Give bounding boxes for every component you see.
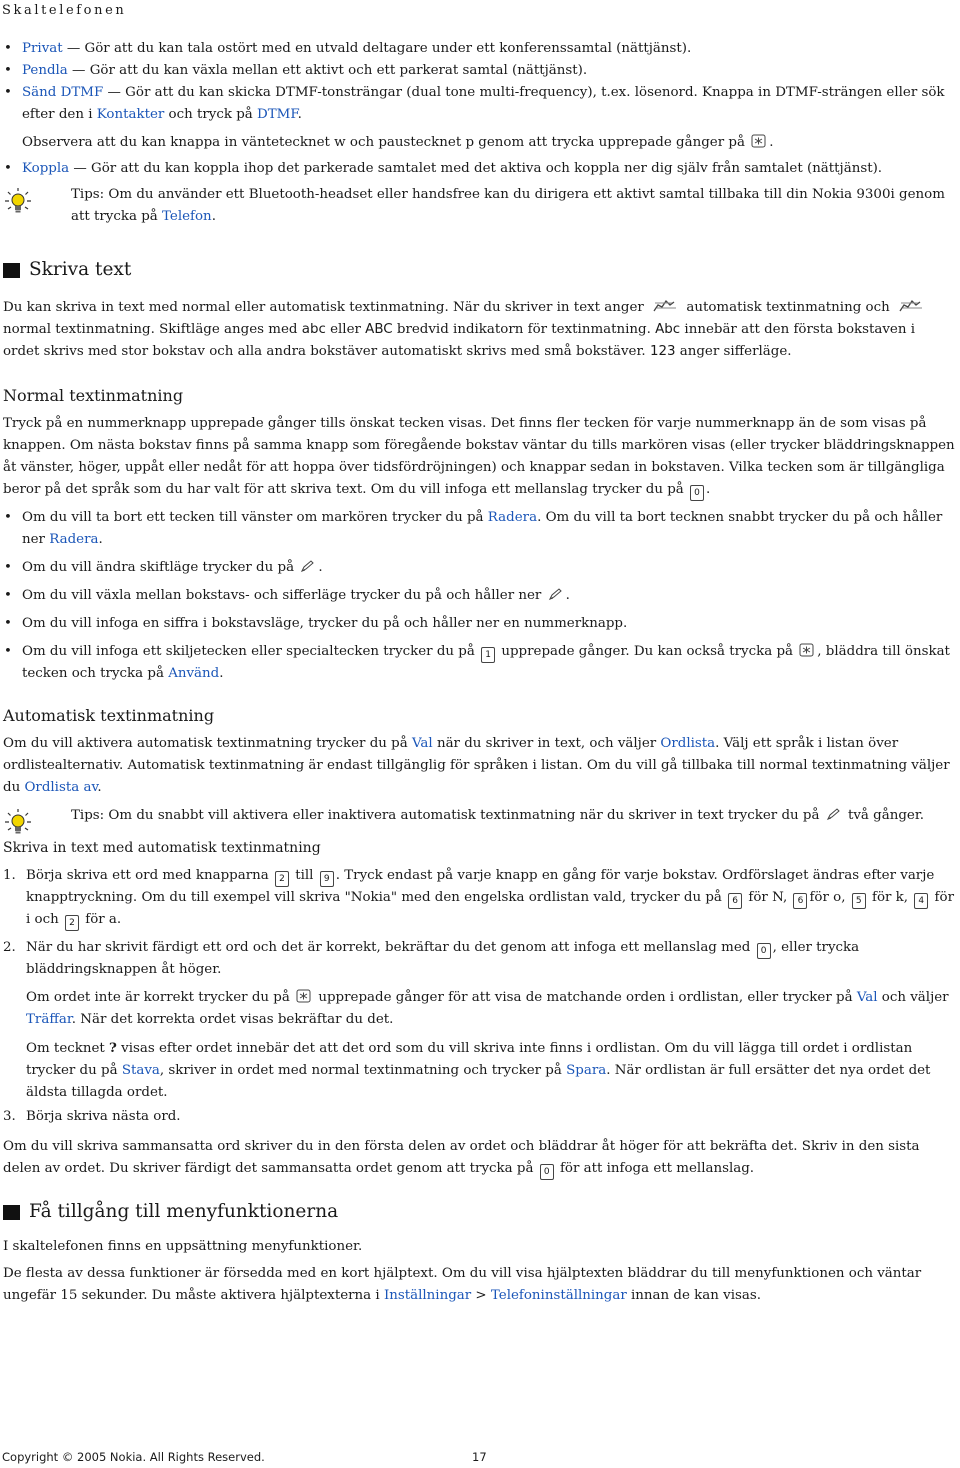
normal-indicator-icon — [898, 299, 924, 313]
item-text: — Gör att du kan skicka DTMF-tonsträngar (dual tone multi-frequency), t.ex. lösenord. Knappa in DTMF-strängen eller sök efter den i — [22, 85, 945, 122]
val-link[interactable]: Val — [411, 736, 433, 751]
edit-key-icon — [826, 807, 842, 821]
step-text: . Tryck endast på varje knapp en gång för varje bokstav. Ordförslaget ändras efter varje knapptryckning. Om du till exempel vill skriva "Nokia" med den engelska ordlistan vald, trycker du på — [26, 868, 935, 905]
item-text: . — [318, 560, 323, 575]
tip-text: två gånger. — [843, 808, 925, 823]
key-6-icon: 6 — [728, 893, 742, 909]
item-text: , bläddra till önskat tecken och trycka på — [22, 644, 950, 681]
compound-paragraph — [3, 1136, 955, 1180]
stava-link[interactable]: Stava — [121, 1063, 160, 1078]
item-text: — Gör att du kan tala ostört med en utvald deltagare under ett konferenssamtal (nättjänst). — [62, 41, 692, 56]
step-paragraph — [26, 987, 955, 1031]
list-item — [3, 507, 955, 551]
case-upper: ABC — [365, 322, 393, 337]
para-text: anger sifferläge. — [675, 344, 792, 359]
traffar-link[interactable]: Träffar — [26, 1012, 72, 1027]
key-0-icon: 0 — [540, 1164, 554, 1180]
step-text: Om tecknet — [26, 1041, 110, 1056]
para-text: automatisk textinmatning och — [682, 300, 894, 315]
item-text: — Gör att du kan koppla ihop det parkerade samtalet med det aktiva och koppla ner dig själv från samtalet (nättjänst). — [69, 161, 883, 176]
key-9-icon: 9 — [320, 871, 334, 887]
para-text: . Välj ett språk i listan över ordlistealternativ. Automatisk textinmatning är endast tillgänglig för språken i listan. Om du vill gå tillbaka till normal textinmatning väljer du — [3, 736, 950, 795]
item-text: . — [297, 107, 302, 122]
section-title-skriva-text: Skriva text — [3, 258, 955, 282]
item-text: och tryck på — [164, 107, 258, 122]
para-text: innebär att den första bokstaven i ordet skrivs med stor bokstav och alla andra bokstäver automatiskt skrivs med små bokstäver. — [3, 322, 916, 359]
step-text: , eller trycka bläddringsknappen åt höger. — [26, 940, 860, 977]
tip-box — [3, 805, 955, 827]
key-0-icon: 0 — [690, 485, 704, 501]
key-6-icon: 6 — [793, 893, 807, 909]
list-item — [3, 82, 955, 126]
list-item — [3, 60, 955, 82]
koppla-link[interactable]: Koppla — [22, 161, 70, 176]
subsection-title-normal: Normal textinmatning — [3, 386, 184, 405]
para-text: för att infoga ett mellanslag. — [555, 1161, 755, 1176]
page-footer — [2, 1446, 487, 1468]
call-options-list — [3, 38, 955, 126]
para-text: Om du vill skriva sammansatta ord skriver du in den första delen av ordet och bläddrar åt höger för att bekräfta det. Skriv in den sista delen av ordet. Du skriver färdigt det sammansatta ordet genom att trycka på — [3, 1139, 920, 1176]
item-text: . — [219, 666, 224, 681]
case-abc: abc — [301, 322, 326, 337]
key-4-icon: 4 — [914, 893, 928, 909]
para-text: eller — [325, 322, 366, 337]
lightbulb-icon — [3, 187, 31, 217]
steps-list — [3, 865, 955, 1128]
para-text: Tryck på en nummerknapp upprepade gånger tills önskat tecken visas. Det finns fler tecken för varje nummerknapp än de som visas på knappen. Om nästa bokstav finns på samma knapp som föregående bokstav väntar du tills markören visas (eller trycker bläddringsknappen åt vänster, höger, uppåt eller nedåt för att hoppa över tidsfördröjningen) och knappar sedan in bokstaven. Vilka tecken som är tillgängliga beror på det språk som du har valt för att skriva text. Om du vill infoga ett mellanslag trycker du på — [3, 416, 955, 497]
subsection-title-auto: Automatisk textinmatning — [3, 706, 215, 725]
lightbulb-icon — [3, 808, 31, 838]
copyright-text: Copyright © 2005 Nokia. All Rights Reserved. — [2, 1450, 265, 1464]
para-text: innan de kan visas. — [626, 1288, 761, 1303]
spara-link[interactable]: Spara — [566, 1063, 607, 1078]
dtmf-link[interactable]: DTMF — [257, 107, 298, 122]
key-5-icon: 5 — [852, 893, 866, 909]
list-item — [3, 38, 955, 60]
step-text: för o, — [809, 890, 850, 905]
step-item — [3, 865, 955, 931]
privat-link[interactable]: Privat — [22, 41, 63, 56]
para-text: Om du vill aktivera automatisk textinmatning trycker du på — [3, 736, 412, 751]
sand-dtmf-link[interactable]: Sänd DTMF — [22, 85, 104, 100]
koppla-list — [3, 158, 955, 180]
step-text: för N, — [744, 890, 792, 905]
radera-link[interactable]: Radera — [487, 510, 538, 525]
val-link[interactable]: Val — [856, 990, 878, 1005]
step-text: Börja skriva ett ord med knapparna — [26, 868, 273, 883]
auto-paragraph — [3, 733, 955, 799]
tip-box — [3, 184, 955, 228]
tip-text: Om du använder ett Bluetooth-headset eller handsfree kan du dirigera ett aktivt samtal tillbaka till din Nokia 9300i genom att trycka på — [71, 187, 945, 224]
page-number: 17 — [472, 1450, 487, 1464]
item-text: Om du vill växla mellan bokstavs- och sifferläge trycker du på och håller ner — [22, 588, 546, 603]
case-numeric: 123 — [649, 344, 676, 359]
tip-text: Om du snabbt vill aktivera eller inaktivera automatisk textinmatning när du skriver in text trycker du på — [104, 808, 824, 823]
step-text: . När ordlistan är full ersätter det nya ordet det äldsta tillagda ordet. — [26, 1063, 931, 1100]
step-text: för a. — [80, 912, 122, 927]
menu-paragraph-2 — [3, 1263, 955, 1307]
menu-paragraph-1: I skaltelefonen finns en uppsättning menyfunktioner. — [3, 1239, 363, 1254]
list-item — [3, 557, 955, 579]
telefoninstallningar-link[interactable]: Telefoninställningar — [490, 1288, 627, 1303]
step-number: 1. — [3, 868, 16, 883]
item-text: Om du vill infoga ett skiljetecken eller specialtecken trycker du på — [22, 644, 480, 659]
para-text: De flesta av dessa funktioner är försedda med en kort hjälptext. Om du vill visa hjälptexten bläddrar du till menyfunktionen och väntar ungefär 15 sekunder. Du måste aktivera hjälptexterna i — [3, 1266, 922, 1303]
step-text: till — [290, 868, 318, 883]
key-1-icon: 1 — [481, 647, 495, 663]
list-item — [3, 641, 955, 685]
step-text: upprepade gånger för att visa de matchande orden i ordlistan, eller trycker på — [314, 990, 857, 1005]
ordlista-link[interactable]: Ordlista — [660, 736, 716, 751]
pendla-link[interactable]: Pendla — [22, 63, 68, 78]
star-key-icon — [799, 643, 815, 657]
ordlista-av-link[interactable]: Ordlista av — [24, 780, 98, 795]
normal-tips-list — [3, 507, 955, 685]
star-key-icon — [296, 989, 312, 1003]
list-item — [3, 585, 955, 607]
question-mark: ? — [109, 1040, 117, 1056]
edit-key-icon — [548, 587, 564, 601]
anvand-link[interactable]: Använd — [168, 666, 220, 681]
key-0-icon: 0 — [757, 943, 771, 959]
kontakter-link[interactable]: Kontakter — [96, 107, 165, 122]
item-text: Om du vill ändra skiftläge trycker du på — [22, 560, 299, 575]
dtmf-note — [22, 132, 955, 154]
step-text: När du har skrivit färdigt ett ord och det är korrekt, bekräftar du det genom att infoga ett mellanslag med — [26, 940, 755, 955]
step-number: 3. — [3, 1109, 16, 1124]
note-text: Observera att du kan knappa in väntetecknet w och paustecknet p genom att trycka upprepade gånger på — [22, 135, 750, 150]
item-text: . — [98, 532, 103, 547]
step-item — [3, 1106, 955, 1128]
case-sentence: Abc — [655, 322, 681, 337]
item-text: Om du vill ta bort ett tecken till vänster om markören trycker du på — [22, 510, 488, 525]
step-paragraph — [26, 1037, 955, 1104]
step-item — [3, 937, 955, 1104]
installningar-link[interactable]: Inställningar — [383, 1288, 472, 1303]
tip-text: . — [211, 209, 216, 224]
item-text: upprepade gånger. Du kan också trycka på — [497, 644, 798, 659]
star-key-icon — [751, 134, 767, 148]
list-item — [3, 158, 955, 180]
key-2-icon: 2 — [275, 871, 289, 887]
step-number: 2. — [3, 940, 16, 955]
subsection-title-auto-write: Skriva in text med automatisk textinmatning — [3, 840, 321, 856]
item-text: . Om du vill ta bort tecknen snabbt trycker du på och håller ner — [22, 510, 943, 547]
tip-label: Tips: — [71, 187, 105, 202]
step-text: och väljer — [877, 990, 949, 1005]
step-text: för i och — [26, 890, 954, 927]
edit-key-icon — [300, 559, 316, 573]
para-text: när du skriver in text, och väljer — [432, 736, 661, 751]
para-text: normal textinmatning. Skiftläge anges med — [3, 322, 302, 337]
item-text: — Gör att du kan växla mellan ett aktivt och ett parkerat samtal (nättjänst). — [67, 63, 588, 78]
step-text: visas efter ordet innebär det att det ord som du vill skriva inte finns i ordlistan. Om du vill lägga till ordet i ordlistan trycker du på — [26, 1041, 913, 1078]
step-text: Om ordet inte är korrekt trycker du på — [26, 990, 295, 1005]
page-content — [3, 38, 955, 1307]
para-text: Du kan skriva in text med normal eller automatisk textinmatning. När du skriver in text anger — [3, 300, 649, 315]
radera-link[interactable]: Radera — [49, 532, 99, 547]
step-text: för k, — [867, 890, 913, 905]
item-text: . — [565, 588, 570, 603]
path-separator: > — [471, 1288, 491, 1303]
page-header: Skaltelefonen — [2, 3, 127, 18]
telefon-link[interactable]: Telefon — [162, 209, 212, 224]
note-text: . — [769, 135, 774, 150]
step-text: , skriver in ordet med normal textinmatning och trycker på — [159, 1063, 567, 1078]
para-text: . — [97, 780, 102, 795]
list-item: • Om du vill infoga en siffra i bokstavsläge, trycker du på och håller ner en nummerknapp. — [3, 613, 955, 635]
step-text: Börja skriva nästa ord. — [26, 1109, 181, 1124]
normal-paragraph — [3, 413, 955, 501]
text-entry-paragraph — [3, 297, 955, 363]
para-text: bredvid indikatorn för textinmatning. — [392, 322, 656, 337]
tip-label: Tips: — [71, 808, 105, 823]
step-text: . När det korrekta ordet visas bekräftar du det. — [71, 1012, 394, 1027]
key-2-icon: 2 — [65, 915, 79, 931]
predictive-indicator-icon — [652, 299, 678, 313]
para-text: . — [706, 482, 711, 497]
section-title-menu: Få tillgång till menyfunktionerna — [3, 1200, 955, 1224]
